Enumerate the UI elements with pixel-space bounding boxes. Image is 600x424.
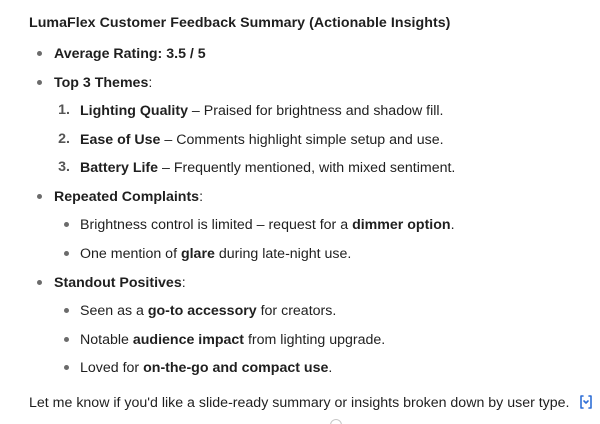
positives-label: Standout Positives (54, 275, 182, 291)
complaint-text: Brightness control is limited – request for a (80, 217, 353, 233)
complaint-item (80, 216, 455, 234)
positives-colon: : (181, 275, 186, 291)
themes-heading (54, 74, 152, 92)
positive-text-end: from lighting upgrade. (244, 332, 386, 348)
positives-heading (54, 274, 186, 292)
theme-text: – Comments highlight simple setup and use. (160, 132, 444, 148)
positive-text: Seen as a (80, 303, 148, 319)
complaints-colon: : (199, 189, 204, 205)
positive-highlight: on-the-go and compact use (143, 360, 329, 376)
message-title: LumaFlex Customer Feedback Summary (Actionable Insights) (29, 15, 451, 31)
theme-item (80, 102, 444, 120)
bullet (37, 280, 42, 285)
rating-value: 3.5 / 5 (166, 46, 206, 62)
theme-number: 1. (58, 102, 70, 118)
bullet (37, 51, 42, 56)
complaints-heading (54, 188, 203, 206)
sub-bullet (64, 222, 69, 227)
themes-colon: : (148, 75, 153, 91)
sub-bullet (64, 308, 69, 313)
themes-label: Top 3 Themes (54, 75, 149, 91)
scroll-down-button[interactable] (330, 419, 342, 424)
positive-text-end: for creators. (256, 303, 337, 319)
positive-item (80, 302, 336, 320)
positive-text-end: . (328, 360, 333, 376)
complaint-highlight: dimmer option (352, 217, 451, 233)
complaint-text-end: during late-night use. (214, 246, 352, 262)
complaint-highlight: glare (180, 246, 215, 262)
complaint-item (80, 245, 351, 263)
theme-text: – Frequently mentioned, with mixed sentiment. (158, 160, 456, 176)
positive-item (80, 359, 332, 377)
sub-bullet (64, 251, 69, 256)
positive-text: Notable (80, 332, 133, 348)
rating-item (54, 45, 206, 63)
theme-name: Battery Life (80, 160, 159, 176)
complaint-text-end: . (450, 217, 455, 233)
theme-item (80, 131, 444, 149)
canvas-action-icon-svg (578, 394, 594, 410)
complaints-label: Repeated Complaints (54, 189, 200, 205)
positive-item (80, 331, 385, 349)
theme-number: 3. (58, 159, 70, 175)
complaint-text: One mention of (80, 246, 181, 262)
sub-bullet (64, 337, 69, 342)
theme-name: Ease of Use (80, 132, 161, 148)
positive-highlight: audience impact (132, 332, 245, 348)
theme-number: 2. (58, 131, 70, 147)
bullet (37, 80, 42, 85)
bullet (37, 194, 42, 199)
canvas-action-icon[interactable] (578, 394, 594, 410)
positive-highlight: go-to accessory (147, 303, 257, 319)
sub-bullet (64, 365, 69, 370)
positive-text: Loved for (80, 360, 144, 376)
theme-item (80, 159, 455, 177)
rating-label: Average Rating: (54, 46, 163, 62)
follow-up-message (29, 394, 594, 411)
theme-name: Lighting Quality (80, 103, 188, 119)
follow-up-text: Let me know if you'd like a slide-ready summary or insights broken down by user type. (29, 395, 570, 411)
theme-text: – Praised for brightness and shadow fill. (187, 103, 444, 119)
